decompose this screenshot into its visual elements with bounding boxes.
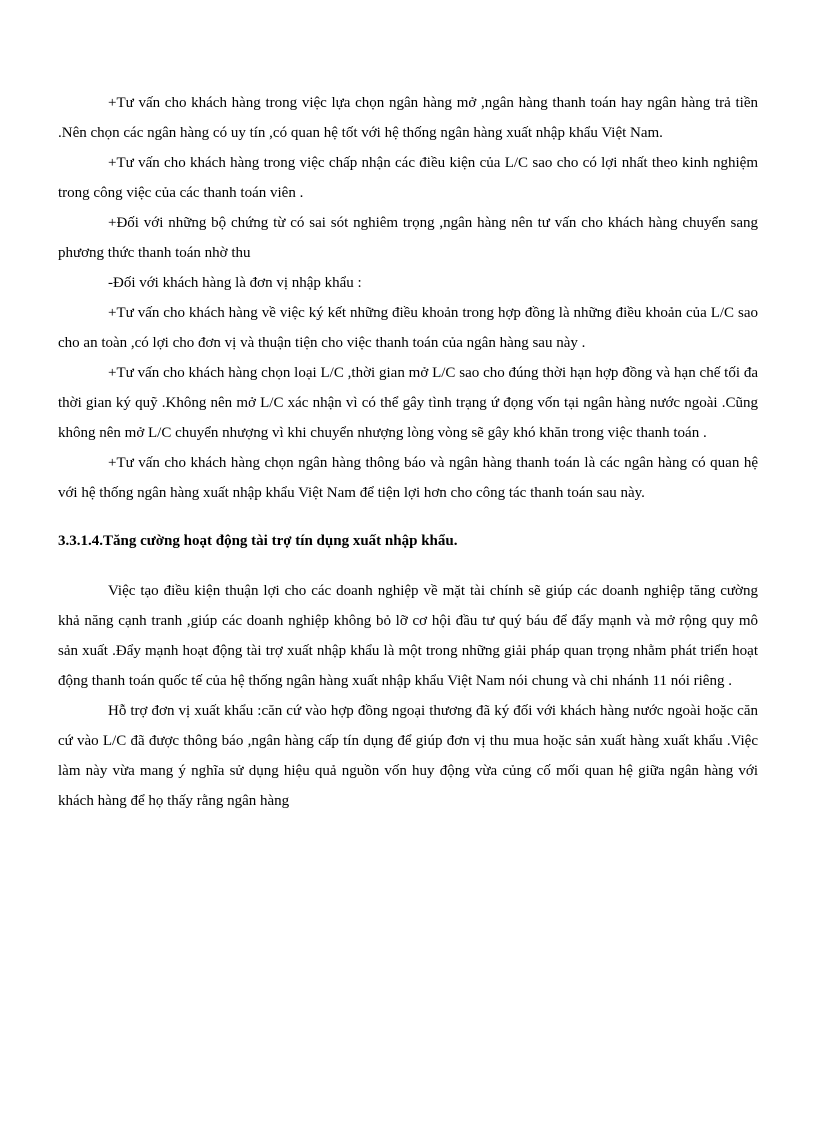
document-page: [58, 88, 758, 816]
paragraph-advise-notifying-bank: +Tư vấn cho khách hàng chọn ngân hàng thông báo và ngân hàng thanh toán là các ngân hàng có quan hệ với hệ thống ngân hàng xuất nhập khẩu Việt Nam để tiện lợi hơn cho công tác thanh toán sau này.: [58, 455, 758, 501]
paragraph-advise-lc-type: +Tư vấn cho khách hàng chọn loại L/C ,thời gian mở L/C sao cho đúng thời hạn hợp đồng và hạn chế tối đa thời gian ký quỹ .Không nên mở L/C xác nhận vì có thể gây tình trạng ứ đọng vốn tại ngân hàng nước ngoài .Cũng không nên mở L/C chuyển nhượng vì khi chuyển nhượng lòng vòng sẽ gây khó khăn trong việc thanh toán .: [58, 365, 758, 441]
section-heading: 3.3.1.4.Tăng cường hoạt động tài trợ tín dụng xuất nhập khẩu.: [58, 533, 458, 549]
paragraph-importer-intro: -Đối với khách hàng là đơn vị nhập khẩu :: [108, 275, 362, 291]
paragraph-advise-contract-terms: +Tư vấn cho khách hàng về việc ký kết những điều khoản trong hợp đồng là những điều khoản của L/C sao cho an toàn ,có lợi cho đơn vị và thuận tiện cho việc thanh toán của ngân hàng sau này .: [58, 305, 758, 351]
paragraph-advise-bank-choice: +Tư vấn cho khách hàng trong việc lựa chọn ngân hàng mở ,ngân hàng thanh toán hay ngân hàng trả tiền .Nên chọn các ngân hàng có uy tín ,có quan hệ tốt với hệ thống ngân hàng xuất nhập khẩu Việt Nam.: [58, 95, 758, 141]
paragraph-advise-lc-conditions: +Tư vấn cho khách hàng trong việc chấp nhận các điều kiện của L/C sao cho có lợi nhất theo kinh nghiệm trong công việc của các thanh toán viên .: [58, 155, 758, 201]
paragraph-exporter-support: Hỗ trợ đơn vị xuất khẩu :căn cứ vào hợp đồng ngoại thương đã ký đối với khách hàng nước ngoài hoặc căn cứ vào L/C đã được thông báo ,ngân hàng cấp tín dụng để giúp đơn vị thu mua hoặc sản xuất hàng xuất khẩu .Việc làm này vừa mang ý nghĩa sử dụng hiệu quả nguồn vốn huy động vừa củng cố mối quan hệ giữa ngân hàng với khách hàng để họ thấy rằng ngân hàng: [58, 703, 758, 809]
paragraph-advise-collection: +Đối với những bộ chứng từ có sai sót nghiêm trọng ,ngân hàng nên tư vấn cho khách hàng chuyển sang phương thức thanh toán nhờ thu: [58, 215, 758, 261]
paragraph-financing-intro: Việc tạo điều kiện thuận lợi cho các doanh nghiệp về mặt tài chính sẽ giúp các doanh nghiệp tăng cường khả năng cạnh tranh ,giúp các doanh nghiệp không bỏ lỡ cơ hội đầu tư quý báu để đẩy mạnh và mở rộng quy mô sản xuất .Đẩy mạnh hoạt động tài trợ xuất nhập khẩu là một trong những giải pháp quan trọng nhằm phát triển hoạt động thanh toán quốc tế của hệ thống ngân hàng xuất nhập khẩu Việt Nam nói chung và chi nhánh 11 nói riêng .: [58, 583, 758, 689]
